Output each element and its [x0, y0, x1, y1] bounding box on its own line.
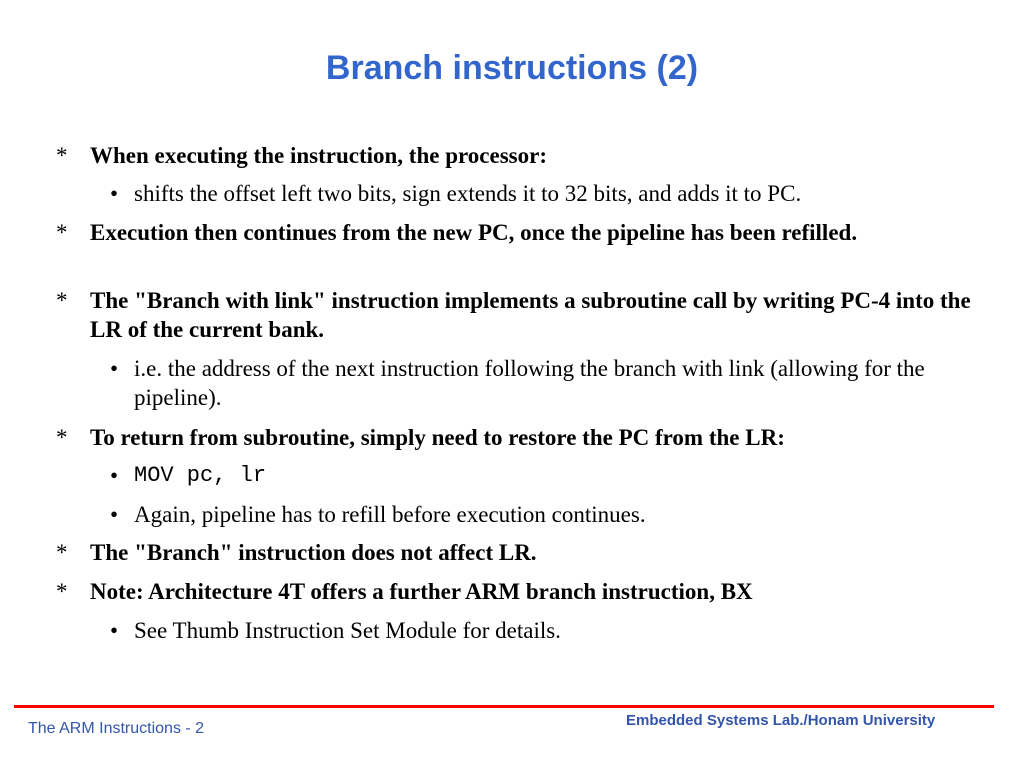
dot-bullet-marker: • — [110, 618, 119, 643]
bullet-text: When executing the instruction, the processor: — [90, 143, 547, 168]
bullet-item — [56, 141, 976, 170]
sub-bullet-item — [110, 179, 990, 208]
star-bullet-marker: * — [56, 579, 68, 604]
sub-bullet-item — [110, 461, 990, 490]
bullet-text: The "Branch with link" instruction implements a subroutine call by writing PC-4 into the LR of the current bank. — [90, 288, 971, 342]
sub-bullet-text: i.e. the address of the next instruction following the branch with link (allowing for the pipeline). — [134, 356, 925, 410]
slide-title: Branch instructions (2) — [325, 49, 699, 87]
sub-bullet-item — [110, 354, 990, 412]
bullet-text: Note: Architecture 4T offers a further ARM branch instruction, BX — [90, 579, 753, 604]
star-bullet-marker: * — [56, 425, 68, 450]
dot-bullet-marker: • — [110, 181, 119, 206]
bullet-text: The "Branch" instruction does not affect LR. — [90, 540, 537, 565]
code-snippet: MOV pc, lr — [134, 463, 267, 488]
footer-affiliation: Embedded Systems Lab./Honam University — [626, 712, 936, 729]
star-bullet-marker: * — [56, 220, 68, 245]
dot-bullet-marker: • — [110, 502, 119, 527]
bullet-item — [56, 218, 976, 247]
dot-bullet-marker: • — [110, 356, 119, 381]
bullet-text: To return from subroutine, simply need to restore the PC from the LR: — [90, 425, 785, 450]
sub-bullet-item — [110, 616, 990, 645]
footer-slide-label: The ARM Instructions - 2 — [28, 720, 205, 737]
sub-bullet-text: shifts the offset left two bits, sign extends it to 32 bits, and adds it to PC. — [134, 181, 802, 206]
bullet-text: Execution then continues from the new PC, once the pipeline has been refilled. — [90, 220, 858, 245]
bullet-item — [56, 577, 976, 606]
sub-bullet-item — [110, 500, 990, 529]
sub-bullet-text: See Thumb Instruction Set Module for details. — [134, 618, 561, 643]
star-bullet-marker: * — [56, 143, 68, 168]
dot-bullet-marker: • — [110, 463, 119, 488]
sub-bullet-text: Again, pipeline has to refill before execution continues. — [134, 502, 646, 527]
bullet-item — [56, 286, 976, 344]
star-bullet-marker: * — [56, 540, 68, 565]
bullet-item — [56, 423, 976, 452]
star-bullet-marker: * — [56, 288, 68, 313]
bullet-item — [56, 538, 976, 567]
footer-divider — [14, 705, 994, 708]
